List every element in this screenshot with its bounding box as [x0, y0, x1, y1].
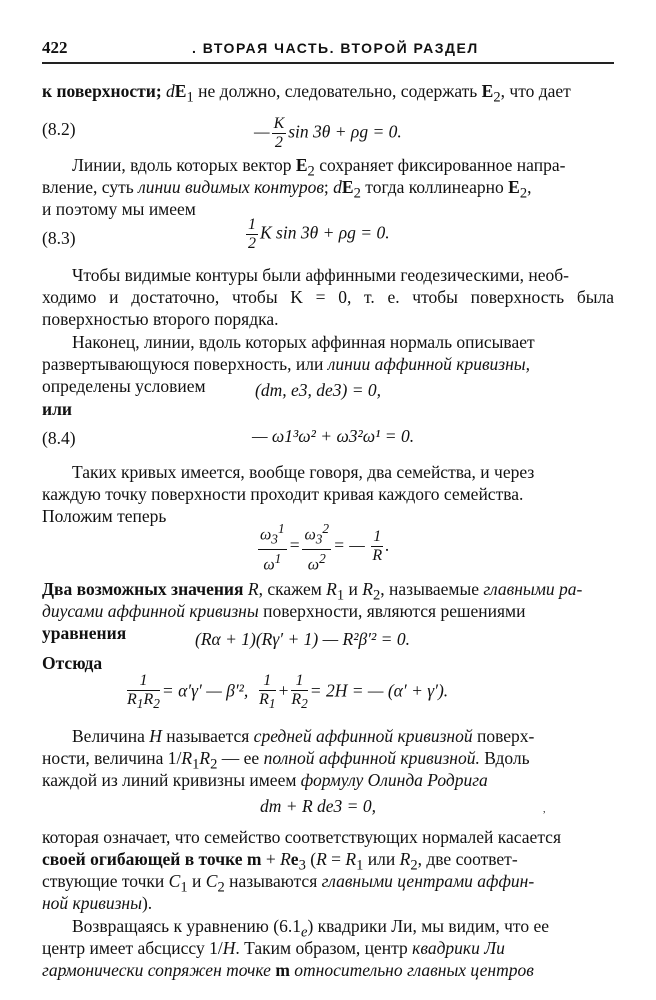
ratio-equation: $\frac{\omega_3^1}{\omega^1}$ = $\frac{\omega_3^2}{\omega^2}$ = — $\frac{1}{R}$ . [260, 521, 390, 573]
stray-mark: , [543, 804, 546, 815]
equation-label: (8.4) [42, 428, 76, 448]
text-line: гармонически сопряжен точке m относительно главных центров [42, 960, 534, 980]
text-line: определены условием [42, 376, 206, 396]
equation-label: (8.3) [42, 228, 76, 248]
quadratic-equation: (Rα + 1)(Rγ′ + 1) — R²β′² = 0. [195, 629, 410, 649]
text-line: уравнения [42, 623, 127, 643]
text-line: которая означает, что семейство соответствующих нормалей касается [42, 827, 561, 847]
equation-body: K sin 3θ + ρg = 0. [260, 222, 390, 243]
text-line: Чтобы видимые контуры были аффинными геодезическими, необ- [72, 265, 569, 285]
text-line: каждой из линий кривизны имеем формулу Олинда Родрига [42, 770, 488, 790]
text-line: ности, величина $1/R_1R_2$ — ее полной аффинной кривизной. Вдоль [42, 748, 530, 773]
equation-label: (8.2) [42, 119, 76, 139]
equation-8-3: (8.3) $\frac{1}{2}$ K sin 3θ + ρg = 0. [42, 216, 390, 252]
page-number: 422 [42, 38, 68, 57]
header-rule [42, 62, 614, 64]
text-line: каждую точку поверхности проходит кривая каждого семейства. [42, 484, 524, 504]
text-line: Возвращаясь к уравнению $(6.1_e)$ квадрики Ли, мы видим, что ее [72, 916, 549, 941]
text-line: центр имеет абсциссу 1/H. Таким образом, центр квадрики Ли [42, 938, 505, 958]
text-line: своей огибающей в точке $m + Re_3$ ($R = R_1$ или $R_2$, две соответ- [42, 849, 518, 874]
text-line: Два возможных значения R, скажем $R_1$ и $R_2$, называемые главными ра- [42, 579, 583, 604]
text-line: Положим теперь [42, 506, 167, 526]
page-header [42, 38, 614, 64]
equation-body: — ω1³ω² + ω3²ω¹ = 0. [252, 426, 415, 446]
curvature-relations: $\frac{1}{R_1R_2}$ = α′γ′ — β′², $\frac{1}{R_1}$ + $\frac{1}{R_2}$ = 2H = — (α′ + γ′). [127, 672, 449, 712]
equation-body: sin 3θ + ρg = 0. [288, 121, 402, 142]
text-line: к поверхности; $dE_1$ не должно, следовательно, содержать $E_2$, что дает [42, 81, 571, 106]
text-line: ствующие точки $C_1$ и $C_2$ называются главными центрами аффин- [42, 871, 535, 896]
text-line: Отсюда [42, 653, 103, 673]
running-title: . ВТОРАЯ ЧАСТЬ. ВТОРОЙ РАЗДЕЛ [192, 40, 479, 56]
text-line: вление, суть линии видимых контуров; $dE_2$ тогда коллинеарно $E_2$, [42, 177, 532, 202]
equation-8-4 [42, 424, 614, 454]
text-line: ходимо и достаточно, чтобы K = 0, т. е. чтобы поверхность была [42, 287, 614, 307]
text-line: поверхностью второго порядка. [42, 309, 279, 329]
rodrigues-formula: dm + R de3 = 0, [260, 796, 376, 816]
text-line: или [42, 399, 72, 419]
text-line: Величина H называется средней аффинной кривизной поверх- [72, 726, 535, 746]
equation-8-2: (8.2) — $\frac{K}{2}$ sin 3θ + ρg = 0. [42, 115, 402, 151]
text-line: диусами аффинной кривизны поверхности, являются решениями [42, 601, 526, 621]
text-line: Линии, вдоль которых вектор $E_2$ сохраняет фиксированное напра- [72, 155, 566, 180]
text-line: Таких кривых имеется, вообще говоря, два семейства, и через [72, 462, 535, 482]
affine-curvature-condition: (dm, e3, de3) = 0, [255, 380, 382, 400]
text-line: развертывающуюся поверхность, или линии аффинной кривизны, [42, 354, 531, 374]
text-line: ной кривизны). [42, 893, 153, 913]
text-line: и поэтому мы имеем [42, 199, 196, 219]
text-line: Наконец, линии, вдоль которых аффинная нормаль описывает [72, 332, 535, 352]
